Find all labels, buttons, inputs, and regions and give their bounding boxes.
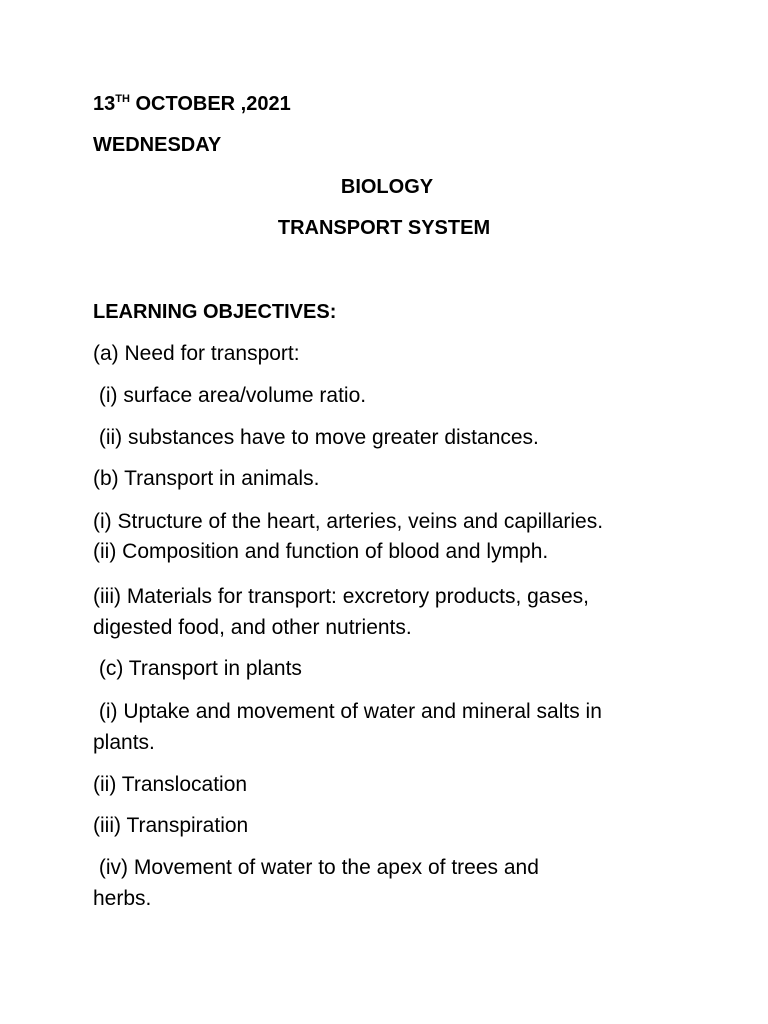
objective-line: (iv) Movement of water to the apex of trees and [93, 856, 539, 879]
subject-title: BIOLOGY [340, 176, 434, 198]
date-day: 13 [93, 93, 116, 115]
objective-line: plants. [93, 731, 155, 754]
objective-line: (i) Structure of the heart, arteries, veins and capillaries. [93, 510, 604, 533]
objective-line: (a) Need for transport: [93, 342, 300, 365]
objective-line: (ii) Translocation [93, 773, 248, 796]
objective-line: (ii) substances have to move greater distances. [93, 426, 539, 449]
objective-line: (iii) Materials for transport: excretory products, gases, [93, 585, 590, 608]
objective-line: (iii) Transpiration [93, 814, 249, 837]
objective-line: (i) Uptake and movement of water and mineral salts in [93, 700, 602, 723]
objective-line: (ii) Composition and function of blood and lymph. [93, 540, 549, 563]
objective-line: (i) surface area/volume ratio. [93, 384, 367, 407]
objective-line: (b) Transport in animals. [93, 467, 320, 490]
objective-line: (c) Transport in plants [93, 657, 302, 680]
date-suffix: TH [115, 93, 130, 105]
objectives-heading: LEARNING OBJECTIVES: [93, 301, 337, 323]
date-line [93, 89, 291, 119]
topic-title: TRANSPORT SYSTEM [277, 217, 491, 239]
date-rest: OCTOBER ,2021 [129, 93, 291, 115]
objective-line: digested food, and other nutrients. [93, 616, 412, 639]
weekday: WEDNESDAY [93, 134, 222, 156]
objective-line: herbs. [93, 887, 152, 910]
